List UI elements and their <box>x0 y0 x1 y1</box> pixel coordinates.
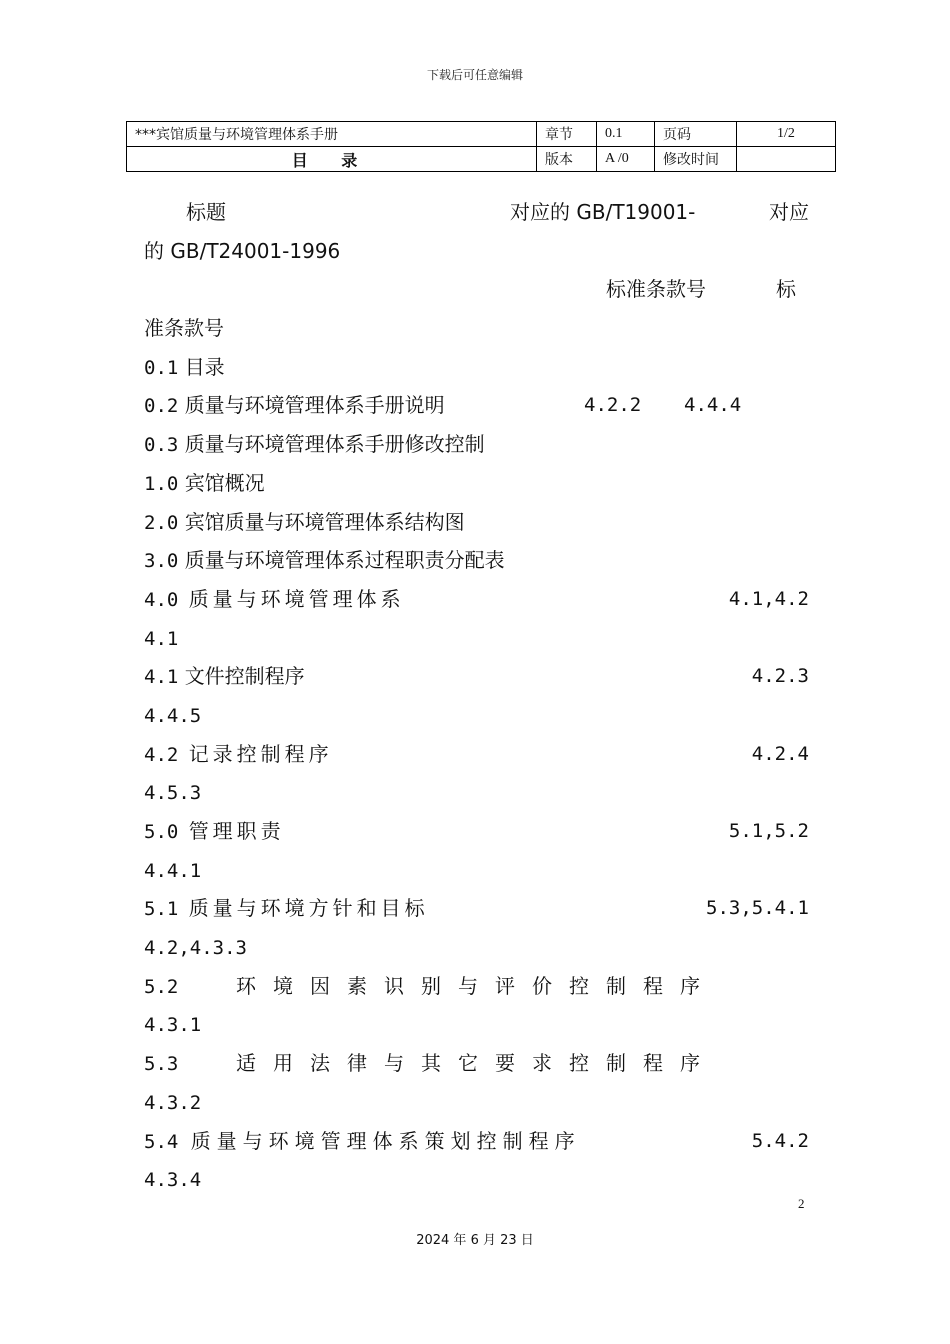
column-heading-line-4 <box>144 309 809 348</box>
toc-title: 记录控制程序 <box>188 741 333 766</box>
page-number: 2 <box>798 1196 805 1211</box>
toc-iso14001-clause: 4.4.4 <box>684 394 742 417</box>
toc-entry <box>144 735 809 774</box>
toc-number: 4.1 <box>144 666 179 689</box>
toc-number: 0.1 <box>144 356 179 379</box>
version-label: 版本 <box>537 147 597 172</box>
toc-entry <box>144 503 809 542</box>
toc-iso9001-clause: 4.2.4 <box>751 742 809 765</box>
toc-iso14001-clause: 4.3.1 <box>144 1014 202 1037</box>
revision-value <box>737 147 836 172</box>
toc-body <box>144 193 809 1199</box>
toc-iso14001-clause: 4.3.4 <box>144 1169 202 1192</box>
toc-number: 4.2 <box>144 743 179 766</box>
toc-number: 1.0 <box>144 472 179 495</box>
toc-title: 文件控制程序 <box>184 664 305 689</box>
toc-entry <box>144 464 809 503</box>
toc-title: 宾馆概况 <box>184 470 265 495</box>
toc-number: 3.0 <box>144 550 179 573</box>
download-note: 下载后可任意编辑 <box>426 68 523 82</box>
footer-date: 2024 年 6 月 23 日 <box>416 1233 534 1248</box>
toc-iso9001-clause: 4.2.2 <box>584 394 642 417</box>
toc-entry <box>144 348 809 387</box>
toc-entry <box>144 580 809 619</box>
toc-title: 质量与环境管理体系策划控制程序 <box>190 1128 581 1153</box>
toc-title: 质量与环境管理体系手册说明 <box>184 393 445 418</box>
manual-title: ***宾馆质量与环境管理体系手册 <box>127 122 537 147</box>
toc-number: 2.0 <box>144 511 179 534</box>
column-heading-line-3 <box>144 270 809 309</box>
toc-entry <box>144 657 809 696</box>
chapter-value: 0.1 <box>597 122 655 147</box>
toc-entry-continuation <box>144 1160 809 1199</box>
gb24001-column-label-a: 对应 <box>769 200 809 224</box>
column-heading-line-2 <box>144 232 809 271</box>
toc-iso14001-clause: 4.3.2 <box>144 1091 202 1114</box>
toc-iso9001-clause: 4.2.3 <box>751 665 809 688</box>
column-heading-line <box>144 193 809 232</box>
toc-title: 质量与环境管理体系手册修改控制 <box>184 432 485 457</box>
toc-number: 5.0 <box>144 821 179 843</box>
toc-entry-continuation <box>144 773 809 812</box>
toc-entry <box>144 889 809 928</box>
toc-title: 质量与环境管理体系 <box>188 586 405 611</box>
toc-number: 5.3 <box>144 1053 179 1076</box>
toc-number: 5.1 <box>144 898 179 921</box>
revision-label: 修改时间 <box>655 147 737 172</box>
toc-number: 5.2 <box>144 975 179 998</box>
toc-entry-continuation <box>144 1083 809 1122</box>
toc-entry <box>144 1044 809 1083</box>
page-label: 页码 <box>655 122 737 147</box>
toc-entry-continuation <box>144 696 809 735</box>
toc-iso9001-clause: 4.1,4.2 <box>728 587 809 610</box>
toc-entry <box>144 541 809 580</box>
toc-entry-continuation <box>144 619 809 658</box>
toc-number: 5.4 <box>144 1130 179 1153</box>
toc-title: 质量与环境管理体系过程职责分配表 <box>184 548 505 573</box>
toc-entry <box>144 425 809 464</box>
toc-entry <box>144 812 809 851</box>
toc-entry-continuation <box>144 928 809 967</box>
title-column-label: 标题 <box>186 200 226 224</box>
toc-entry <box>144 967 809 1006</box>
section-title: 目 录 <box>127 147 537 172</box>
toc-entry <box>144 386 809 425</box>
document-header-table <box>126 121 836 172</box>
toc-iso14001-clause: 4.2,4.3.3 <box>144 937 247 960</box>
toc-title: 目录 <box>184 354 225 379</box>
toc-iso14001-clause: 4.4.5 <box>144 704 202 727</box>
clause-column-label-b-a: 标 <box>776 277 796 302</box>
gb24001-column-label-b: 的 GB/T24001-1996 <box>144 238 341 263</box>
gb19001-column-label: 对应的 GB/T19001- <box>510 200 696 224</box>
version-value: A /0 <box>597 147 655 172</box>
toc-title: 宾馆质量与环境管理体系结构图 <box>184 509 465 534</box>
toc-title: 管理职责 <box>188 819 285 843</box>
toc-title: 环境因素识别与评价控制程序 <box>236 973 717 998</box>
toc-number: 0.2 <box>144 395 179 418</box>
toc-entry-continuation <box>144 851 809 890</box>
toc-iso9001-clause: 5.3,5.4.1 <box>706 897 809 920</box>
toc-entry <box>144 1122 809 1161</box>
toc-iso14001-clause: 4.5.3 <box>144 782 202 805</box>
clause-column-label-b-b: 准条款号 <box>144 316 224 341</box>
toc-iso14001-clause: 4.4.1 <box>144 859 202 882</box>
toc-title: 适用法律与其它要求控制程序 <box>236 1051 717 1076</box>
toc-entry-continuation <box>144 1005 809 1044</box>
toc-iso9001-clause: 5.4.2 <box>751 1129 809 1152</box>
page-value: 1/2 <box>737 122 836 147</box>
clause-column-label: 标准条款号 <box>606 277 706 302</box>
toc-iso14001-clause: 4.1 <box>144 627 179 650</box>
chapter-label: 章节 <box>537 122 597 147</box>
toc-number: 4.0 <box>144 588 179 611</box>
toc-title: 质量与环境方针和目标 <box>188 896 429 921</box>
toc-iso9001-clause: 5.1,5.2 <box>728 820 809 842</box>
toc-number: 0.3 <box>144 434 179 457</box>
